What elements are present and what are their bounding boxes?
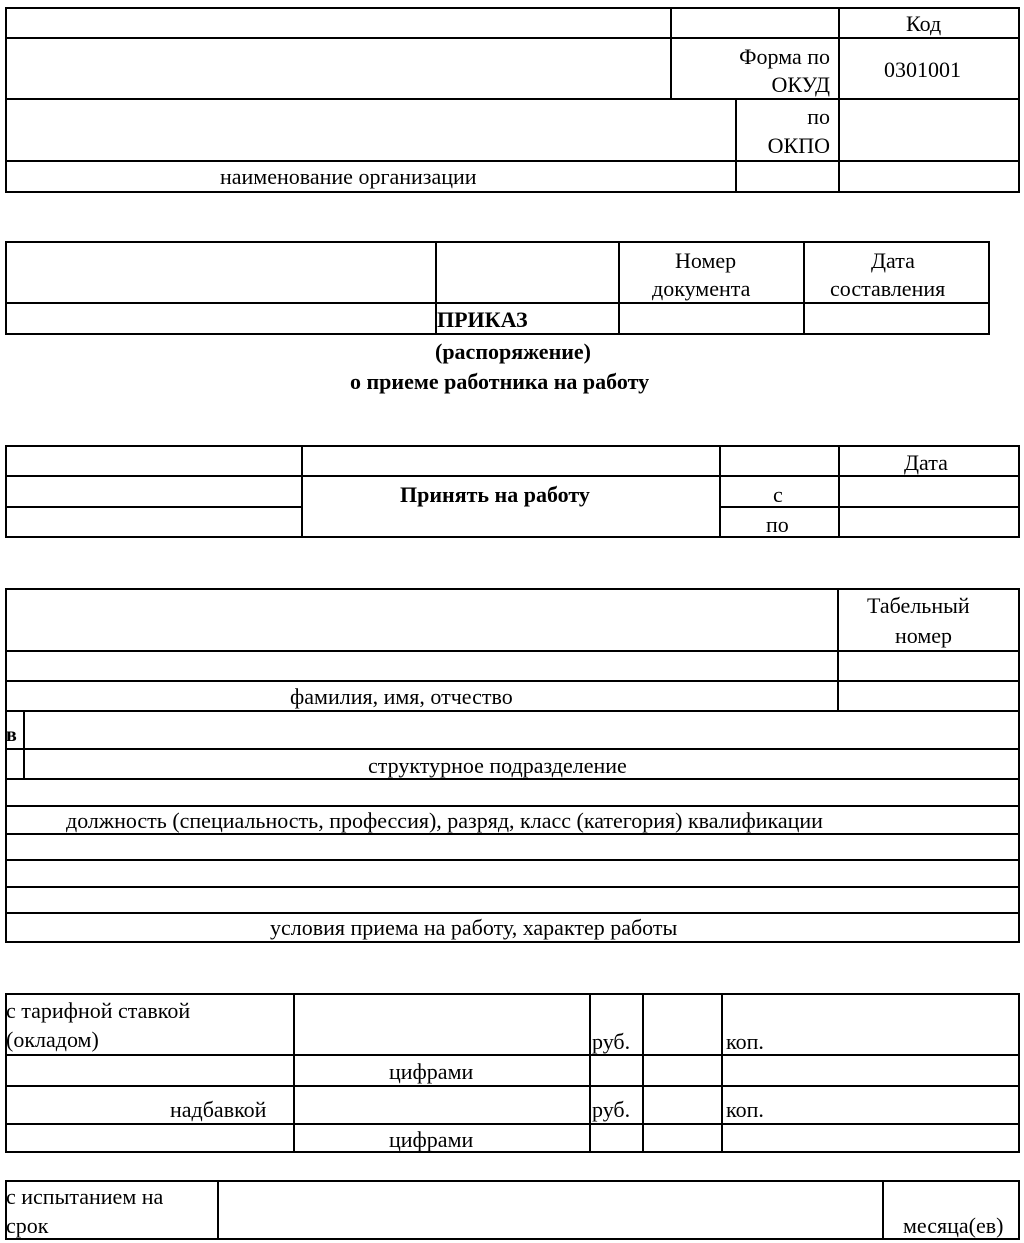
rule xyxy=(5,1085,1020,1087)
header-outer-border xyxy=(5,7,1020,193)
probation-term-field[interactable] xyxy=(220,1183,881,1238)
org-caption: наименование организации xyxy=(220,164,477,189)
rub-label: руб. xyxy=(592,1029,631,1054)
rule xyxy=(719,506,1020,508)
order-subject: о приеме работника на работу xyxy=(350,369,650,394)
rule xyxy=(301,445,303,538)
rule xyxy=(642,993,644,1153)
page-title: ПРИКАЗ xyxy=(437,307,528,332)
page-subtitle: (распоряжение) xyxy=(435,339,592,364)
rule xyxy=(5,1123,1020,1125)
okud-code: 0301001 xyxy=(884,57,961,82)
doc-date-label: составления xyxy=(830,276,946,301)
hire-date-label: Дата xyxy=(904,450,948,475)
rule xyxy=(589,993,591,1153)
org-name-field[interactable] xyxy=(8,101,734,159)
digits-caption: цифрами xyxy=(389,1127,474,1152)
rule xyxy=(882,1180,884,1240)
okpo-code-field[interactable] xyxy=(841,101,1018,159)
rule xyxy=(618,241,620,335)
bonus-label: надбавкой xyxy=(170,1097,267,1122)
from-date-field[interactable] xyxy=(841,478,1018,505)
okpo-label: по xyxy=(807,104,830,129)
rule xyxy=(5,710,1020,712)
probation-label: срок xyxy=(6,1213,49,1238)
rule xyxy=(5,748,1020,750)
tab-number-label: номер xyxy=(895,623,953,648)
rule xyxy=(5,475,1020,477)
rule xyxy=(838,445,840,538)
rate-rub-field[interactable] xyxy=(296,996,588,1053)
department-field[interactable] xyxy=(26,713,1018,747)
doc-date-label: Дата xyxy=(871,248,915,273)
to-label: по xyxy=(766,512,789,537)
rule xyxy=(5,912,1020,914)
rule xyxy=(735,98,737,193)
rate-kop-field[interactable] xyxy=(645,996,720,1053)
accept-label: Принять на работу xyxy=(400,482,590,507)
rule xyxy=(293,993,295,1153)
rule xyxy=(23,710,25,779)
doc-date-field[interactable] xyxy=(806,305,988,333)
rule xyxy=(719,445,721,538)
to-date-field[interactable] xyxy=(841,509,1018,536)
rub-label: руб. xyxy=(592,1097,631,1122)
conditions-caption: условия приема на работу, характер работы xyxy=(270,915,678,940)
digits-caption: цифрами xyxy=(389,1059,474,1084)
position-field[interactable] xyxy=(8,781,1018,804)
position-caption: должность (специальность, профессия), разряд, класс (категория) квалификации xyxy=(66,808,823,833)
rule xyxy=(721,993,723,1153)
doc-number-label: Номер xyxy=(675,248,737,273)
fio-caption: фамилия, имя, отчество xyxy=(290,684,513,709)
rule xyxy=(670,7,672,99)
okpo-label: ОКПО xyxy=(767,133,830,158)
doc-number-label: документа xyxy=(652,276,751,301)
fio-field[interactable] xyxy=(8,653,836,679)
kop-label: коп. xyxy=(726,1097,764,1122)
rule xyxy=(5,1054,1020,1056)
bonus-rub-field[interactable] xyxy=(296,1088,588,1122)
months-label: месяца(ев) xyxy=(903,1213,1004,1238)
rate-label: (окладом) xyxy=(6,1027,99,1052)
code-label: Код xyxy=(906,11,942,36)
rate-label: с тарифной ставкой xyxy=(6,998,191,1023)
rule xyxy=(837,588,839,711)
rule xyxy=(5,160,1020,162)
kop-label: коп. xyxy=(726,1029,764,1054)
from-label: с xyxy=(773,482,783,507)
tab-number-label: Табельный xyxy=(867,593,970,618)
rule xyxy=(5,37,1020,39)
conditions-field[interactable] xyxy=(8,836,1018,911)
okud-label: ОКУД xyxy=(771,72,830,97)
department-caption: структурное подразделение xyxy=(368,753,627,778)
rule xyxy=(838,7,840,193)
in-label: в xyxy=(6,724,17,746)
rule xyxy=(5,650,1020,652)
doc-number-field[interactable] xyxy=(621,305,802,333)
rule xyxy=(5,680,1020,682)
bonus-kop-field[interactable] xyxy=(645,1088,720,1122)
rule xyxy=(5,98,1020,100)
rule xyxy=(803,241,805,335)
tab-number-field[interactable] xyxy=(840,653,1018,679)
rule xyxy=(5,506,302,508)
rule xyxy=(5,302,990,304)
rule xyxy=(5,805,1020,807)
okud-label: Форма по xyxy=(739,44,830,69)
probation-label: с испытанием на xyxy=(6,1184,164,1209)
rule xyxy=(217,1180,219,1240)
